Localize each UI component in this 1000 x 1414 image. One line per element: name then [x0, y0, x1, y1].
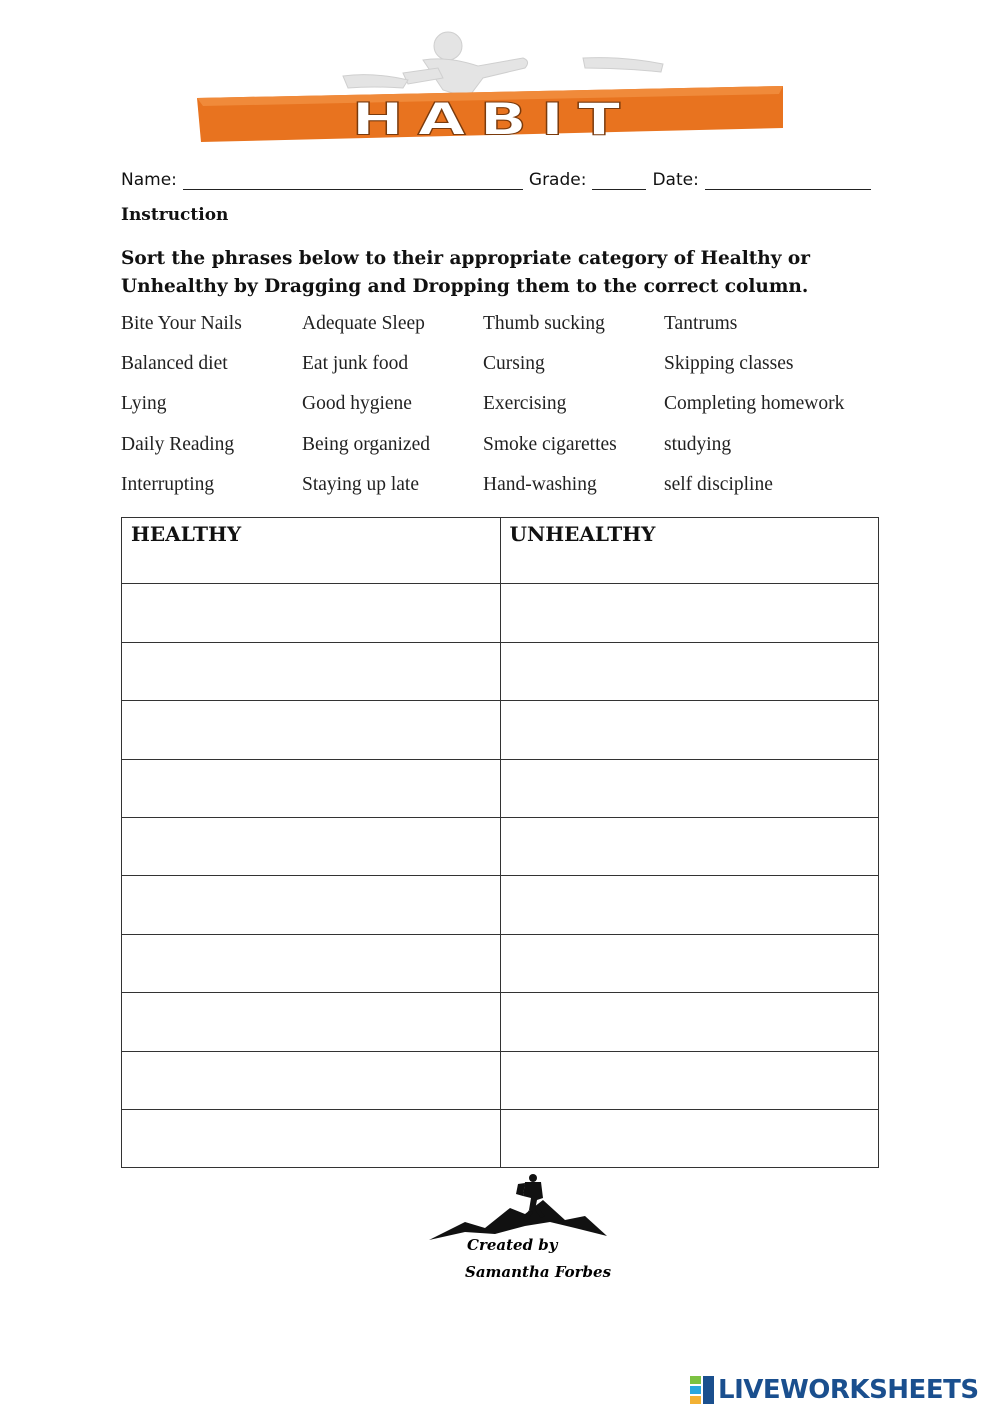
habit-banner-image — [193, 28, 785, 146]
student-info-row — [121, 162, 881, 190]
table-row — [122, 1051, 879, 1109]
healthy-drop-cell[interactable] — [122, 642, 501, 700]
phrase-item[interactable]: Daily Reading — [121, 433, 235, 455]
table-row — [122, 759, 879, 817]
phrase-item[interactable]: Interrupting — [121, 473, 215, 495]
healthy-drop-cell[interactable] — [122, 1109, 501, 1167]
date-blank[interactable] — [705, 171, 871, 190]
phrase-item[interactable]: studying — [664, 433, 732, 455]
unhealthy-drop-cell[interactable] — [500, 642, 879, 700]
unhealthy-drop-cell[interactable] — [500, 876, 879, 934]
healthy-column-header: HEALTHY — [122, 518, 501, 584]
phrase-item[interactable]: Staying up late — [302, 473, 419, 495]
phrase-item[interactable]: Being organized — [302, 433, 430, 455]
phrase-item[interactable]: Thumb sucking — [483, 313, 605, 334]
healthy-drop-cell[interactable] — [122, 759, 501, 817]
logo-line-1: Created by — [467, 1236, 558, 1254]
sorting-table — [121, 517, 879, 1168]
phrase-item[interactable]: Hand-washing — [483, 473, 597, 495]
creator-logo — [425, 1170, 635, 1285]
unhealthy-drop-cell[interactable] — [500, 1109, 879, 1167]
phrase-item[interactable]: self discipline — [664, 473, 773, 495]
healthy-drop-cell[interactable] — [122, 701, 501, 759]
table-row — [122, 701, 879, 759]
table-row — [122, 934, 879, 992]
unhealthy-drop-cell[interactable] — [500, 817, 879, 875]
phrase-item[interactable]: Adequate Sleep — [302, 313, 425, 334]
instruction-title: Instruction — [121, 205, 229, 225]
banner-word: HABIT — [351, 93, 635, 146]
instruction-text: Sort the phrases below to their appropriate category of Healthy or Unhealthy by Dragging and Dropping them to the correct column. — [121, 248, 810, 297]
unhealthy-drop-cell[interactable] — [500, 934, 879, 992]
name-blank[interactable] — [183, 171, 523, 190]
phrase-item[interactable]: Tantrums — [664, 313, 738, 334]
phrase-item[interactable]: Exercising — [483, 393, 567, 415]
phrase-bank — [121, 313, 881, 514]
healthy-drop-cell[interactable] — [122, 584, 501, 642]
healthy-drop-cell[interactable] — [122, 934, 501, 992]
phrase-item[interactable]: Cursing — [483, 353, 545, 375]
phrase-item[interactable]: Smoke cigarettes — [483, 433, 617, 455]
liveworksheets-logo-icon — [690, 1376, 714, 1404]
date-label: Date: — [652, 170, 699, 190]
table-row — [122, 876, 879, 934]
grade-blank[interactable] — [592, 171, 646, 190]
table-row — [122, 817, 879, 875]
logo-line-2: Samantha Forbes — [465, 1263, 612, 1281]
phrase-item[interactable]: Balanced diet — [121, 353, 228, 375]
unhealthy-drop-cell[interactable] — [500, 759, 879, 817]
healthy-drop-cell[interactable] — [122, 993, 501, 1051]
phrase-item[interactable]: Eat junk food — [302, 353, 409, 375]
liveworksheets-brand[interactable] — [690, 1374, 979, 1406]
unhealthy-column-header: UNHEALTHY — [500, 518, 879, 584]
unhealthy-drop-cell[interactable] — [500, 701, 879, 759]
phrase-item[interactable]: Skipping classes — [664, 353, 794, 375]
phrase-item[interactable]: Lying — [121, 393, 167, 415]
phrase-item[interactable]: Bite Your Nails — [121, 313, 242, 334]
table-row — [122, 584, 879, 642]
table-row — [122, 993, 879, 1051]
table-row — [122, 1109, 879, 1167]
phrase-item[interactable]: Completing homework — [664, 393, 845, 415]
healthy-drop-cell[interactable] — [122, 817, 501, 875]
table-header-row — [122, 518, 879, 584]
name-label: Name: — [121, 170, 177, 190]
liveworksheets-wordmark: LIVEWORKSHEETS — [718, 1375, 979, 1405]
healthy-drop-cell[interactable] — [122, 876, 501, 934]
unhealthy-drop-cell[interactable] — [500, 1051, 879, 1109]
phrase-item[interactable]: Good hygiene — [302, 393, 412, 415]
table-row — [122, 642, 879, 700]
unhealthy-drop-cell[interactable] — [500, 993, 879, 1051]
healthy-drop-cell[interactable] — [122, 1051, 501, 1109]
grade-label: Grade: — [528, 170, 587, 190]
unhealthy-drop-cell[interactable] — [500, 584, 879, 642]
